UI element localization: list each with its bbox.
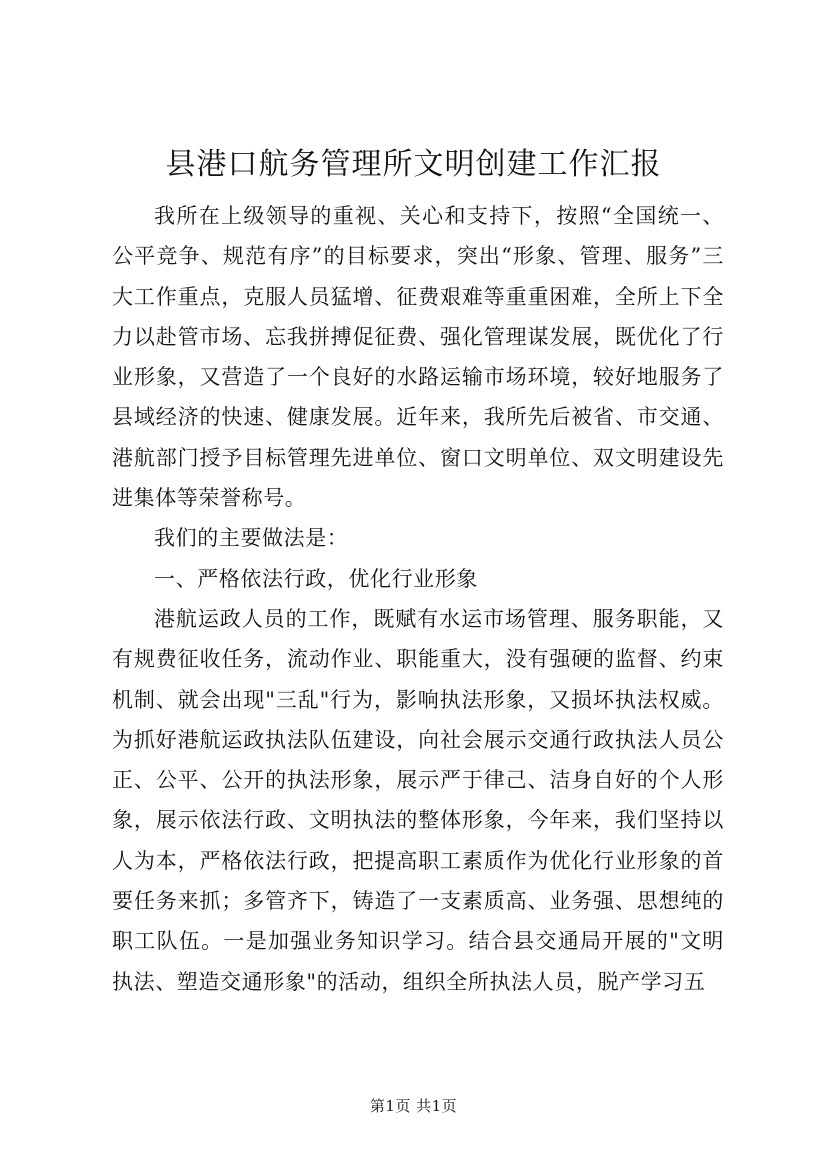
paragraph-intro: 我所在上级领导的重视、关心和支持下，按照“全国统一、公平竞争、规范有序”的目标要求，突出“形象、管理、服务”三大工作重点，克服人员猛增、征费艰难等重重困难，全所上下全力以赴管市场、忘我拼搏促征费、强化管理谋发展，既优化了行业形象，又营造了一个良好的水路运输市场环境，较好地服务了县域经济的快速、健康发展。近年来，我所先后被省、市交通、港航部门授予目标管理先进单位、窗口文明单位、双文明建设先进集体等荣誉称号。 bbox=[112, 204, 724, 511]
document-body bbox=[112, 196, 724, 1002]
page-footer: 第1页 共1页 bbox=[369, 1097, 458, 1115]
document-title: 县港口航务管理所文明创建工作汇报 bbox=[165, 147, 662, 182]
section-heading-1: 一、严格依法行政，优化行业形象 bbox=[154, 566, 478, 591]
paragraph-main-methods: 我们的主要做法是： bbox=[154, 526, 349, 551]
paragraph-section-1: 港航运政人员的工作，既赋有水运市场管理、服务职能，又有规费征收任务，流动作业、职能重大，没有强硬的监督、约束机制、就会出现"三乱"行为，影响执法形象，又损坏执法权威。为抓好港航运政执法队伍建设，向社会展示交通行政执法人员公正、公平、公开的执法形象，展示严于律己、洁身自好的个人形象，展示依法行政、文明执法的整体形象，今年来，我们坚持以人为本，严格依法行政，把提高职工素质作为优化行业形象的首要任务来抓；多管齐下，铸造了一支素质高、业务强、思想纯的职工队伍。一是加强业务知识学习。结合县交通局开展的"文明执法、塑造交通形象"的活动，组织全所执法人员，脱产学习五 bbox=[112, 606, 724, 994]
